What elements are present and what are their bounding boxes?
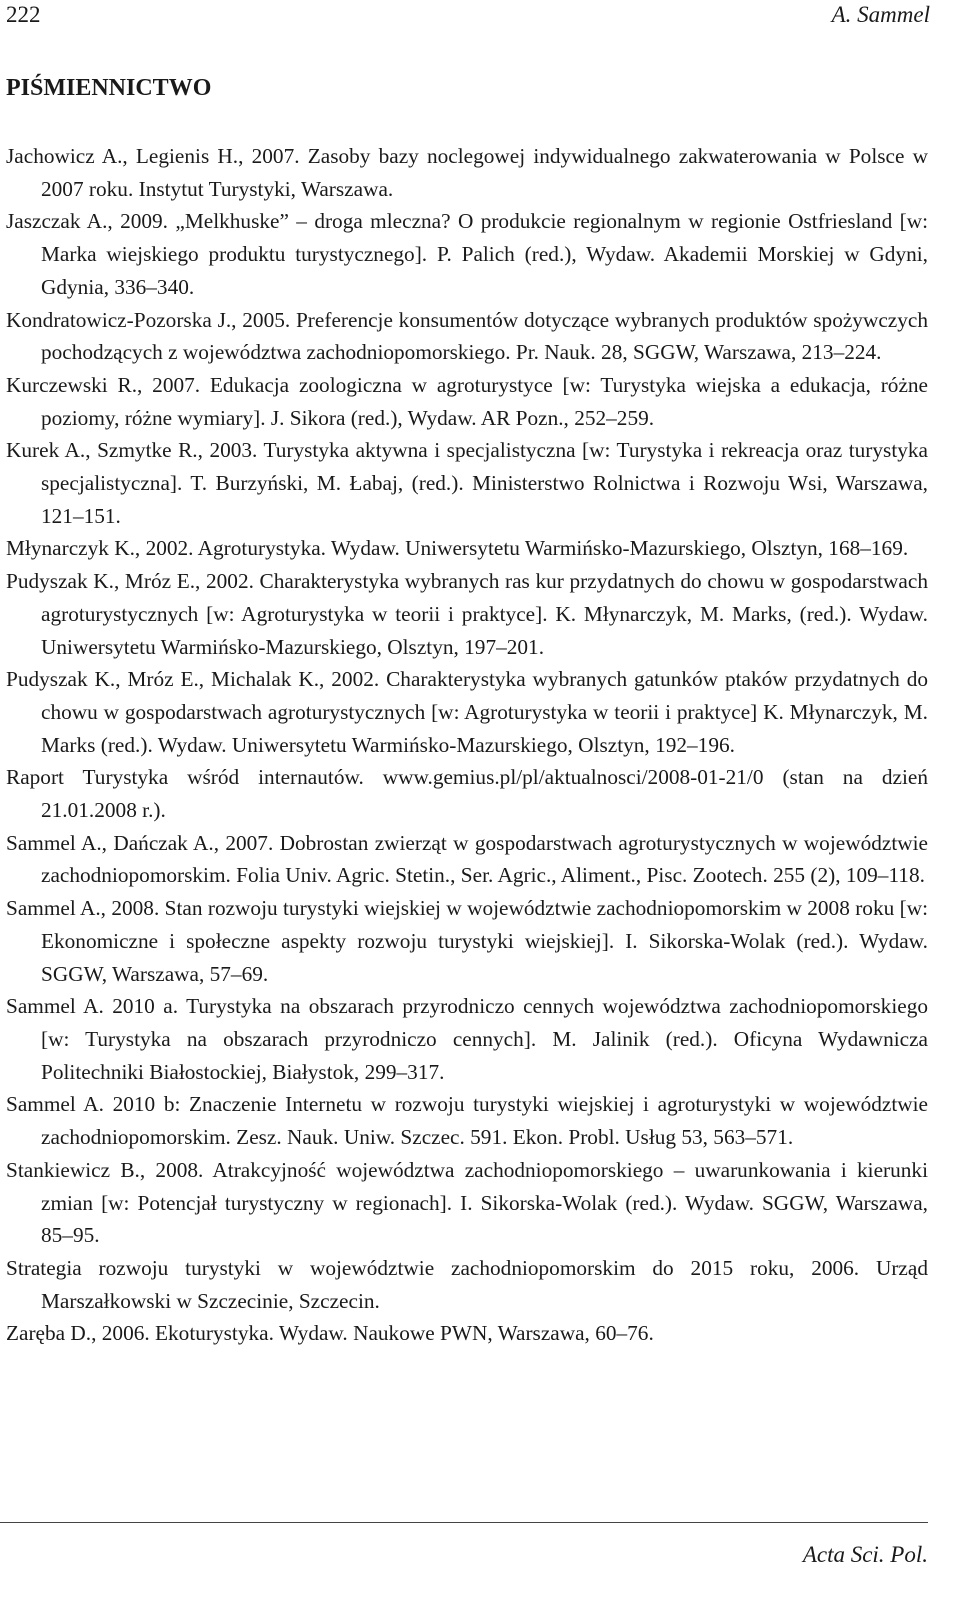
reference-item: Jachowicz A., Legienis H., 2007. Zasoby bazy noclegowej indywidualnego zakwaterowania w Polsce w 2007 roku. Instytut Turystyki, Warszawa. (6, 144, 928, 201)
reference-item: Jaszczak A., 2009. „Melkhuske” – droga mleczna? O produkcie regionalnym w regionie Ostfriesland [w: Marka wiejskiego produktu turystycznego]. P. Palich (red.), Wydaw. Akademii Morskiej w Gdyni, Gdynia, 336–340. (6, 209, 928, 299)
reference-item: Sammel A. 2010 a. Turystyka na obszarach przyrodniczo cennych województwa zachodniopomorskiego [w: Turystyka na obszarach przyrodniczo cennych]. M. Jalinik (red.). Oficyna Wydawnicza Politechniki Białostockiej, Białystok, 299–317. (6, 994, 928, 1084)
reference-item: Raport Turystyka wśród internautów. www.gemius.pl/pl/aktualnosci/2008-01-21/0 (stan na dzień 21.01.2008 r.). (6, 765, 928, 823)
reference-item: Zaręba D., 2006. Ekoturystyka. Wydaw. Naukowe PWN, Warszawa, 60–76. (6, 1321, 654, 1346)
reference-item: Kurczewski R., 2007. Edukacja zoologiczna w agroturystyce [w: Turystyka wiejska a edukacja, różne poziomy, różne wymiary]. J. Sikora (red.), Wydaw. AR Pozn., 252–259. (6, 372, 928, 430)
reference-item: Pudyszak K., Mróz E., 2002. Charakterystyka wybranych ras kur przydatnych do chowu w gospodarstwach agroturystycznych [w: Agroturystyka w teorii i praktyce]. K. Młynarczyk, M. Marks, (red.). Wydaw. Uniwersytetu Warmińsko-Mazurskiego, Olsztyn, 197–201. (6, 569, 928, 659)
running-head-author: A. Sammel (831, 2, 930, 27)
reference-item: Pudyszak K., Mróz E., Michalak K., 2002. Charakterystyka wybranych gatunków ptaków przydatnych do chowu w gospodarstwach agroturystycznych [w: Agroturystyka w teorii i praktyce] K. Młynarczyk, M. Marks (red.). Wydaw. Uniwersytetu Warmińsko-Mazurskiego, Olsztyn, 192–196. (6, 667, 928, 757)
reference-item: Sammel A. 2010 b: Znaczenie Internetu w rozwoju turystyki wiejskiej i agroturystyki w województwie zachodniopomorskim. Zesz. Nauk. Uniw. Szczec. 591. Ekon. Probl. Usług 53, 563–571. (6, 1092, 928, 1150)
reference-item: Stankiewicz B., 2008. Atrakcyjność województwa zachodniopomorskiego – uwarunkowania i kierunki zmian [w: Potencjał turystyczny w regionach]. I. Sikorska-Wolak (red.). Wydaw. SGGW, Warszawa, 85–95. (6, 1157, 928, 1248)
footer-divider (0, 1522, 928, 1523)
footer-journal-name: Acta Sci. Pol. (802, 1542, 928, 1567)
reference-item: Kurek A., Szmytke R., 2003. Turystyka aktywna i specjalistyczna [w: Turystyka i rekreacja oraz turystyka specjalistyczna]. T. Burzyński, M. Łabaj, (red.). Ministerstwo Rolnictwa i Rozwoju Wsi, Warszawa, 121–151. (6, 438, 928, 528)
section-heading: PIŚMIENNICTWO (6, 75, 212, 101)
reference-item: Strategia rozwoju turystyki w województwie zachodniopomorskim do 2015 roku, 2006. Urząd Marszałkowski w Szczecinie, Szczecin. (6, 1255, 928, 1313)
reference-item: Sammel A., Dańczak A., 2007. Dobrostan zwierząt w gospodarstwach agroturystycznych w województwie zachodniopomorskim. Folia Univ. Agric. Stetin., Ser. Agric., Aliment., Pisc. Zootech. 255 (2), 109–118. (6, 830, 928, 888)
reference-item: Kondratowicz-Pozorska J., 2005. Preferencje konsumentów dotyczące wybranych produktów spożywczych pochodzących z województwa zachodniopomorskiego. Pr. Nauk. 28, SGGW, Warszawa, 213–224. (6, 307, 928, 365)
page-number: 222 (6, 2, 41, 27)
reference-item: Młynarczyk K., 2002. Agroturystyka. Wydaw. Uniwersytetu Warmińsko-Mazurskiego, Olsztyn, 168–169. (6, 536, 909, 561)
reference-item: Sammel A., 2008. Stan rozwoju turystyki wiejskiej w województwie zachodniopomorskim w 2008 roku [w: Ekonomiczne i społeczne aspekty rozwoju turystyki wiejskiej]. I. Sikorska-Wolak (red.). Wydaw. SGGW, Warszawa, 57–69. (6, 896, 928, 986)
reference-list (6, 140, 928, 1350)
